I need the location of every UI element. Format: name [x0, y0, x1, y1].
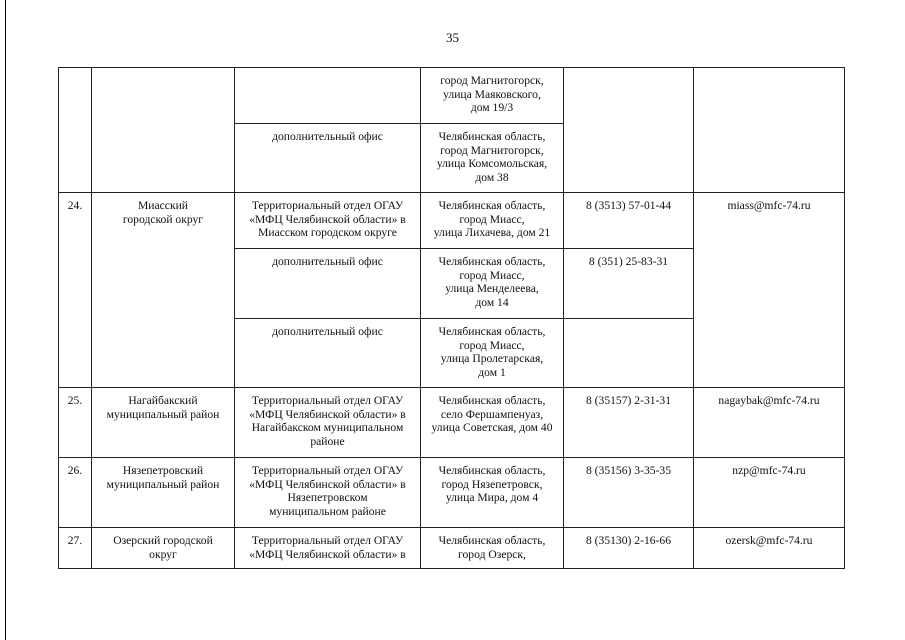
address-line: Челябинская область,: [438, 394, 546, 407]
address-cell: [421, 249, 564, 319]
address-line: улица Советская, дом 40: [431, 421, 553, 434]
office-name-cell: [235, 249, 421, 319]
office-name-line: Территориальный отдел ОГАУ: [251, 394, 404, 407]
office-name-line: дополнительный офис: [272, 255, 383, 268]
page-number: 35: [446, 30, 459, 45]
phone-cell: [564, 193, 694, 249]
address-line: улица Маяковского,: [443, 87, 541, 101]
address-line: город Озерск,: [458, 547, 526, 561]
office-name-line: дополнительный офис: [272, 130, 383, 143]
phone-cell: [564, 249, 694, 319]
phone-line: 8 (35157) 2-31-31: [585, 394, 671, 407]
address-line: Челябинская область,: [438, 464, 546, 477]
office-name-line: Нязепетровском: [287, 491, 368, 504]
address-cell: [421, 528, 564, 569]
district-line: округ: [149, 547, 177, 561]
office-name-line: районе: [310, 434, 345, 448]
district-line: муниципальный район: [106, 477, 220, 491]
phone-cell: [564, 458, 694, 528]
address-line: город Магнитогорск,: [440, 143, 544, 157]
office-name-cell: [235, 388, 421, 458]
table-row: [59, 68, 845, 124]
office-name-line: муниципальном районе: [269, 504, 386, 518]
office-name-cell: [235, 319, 421, 388]
address-line: улица Пролетарская,: [440, 352, 544, 365]
address-line: город Магнитогорск,: [440, 74, 544, 87]
office-name-line: Территориальный отдел ОГАУ: [251, 534, 404, 547]
district-cell: [92, 458, 235, 528]
address-line: Челябинская область,: [438, 199, 546, 212]
district-line: Нагайбакский: [128, 394, 198, 407]
page-left-edge-line: [5, 0, 6, 640]
address-line: дом 38: [475, 170, 509, 184]
district-cell: [92, 388, 235, 458]
address-cell: [421, 68, 564, 124]
district-cell: [92, 528, 235, 569]
address-cell: [421, 124, 564, 193]
row-number-cell: 25.: [59, 388, 92, 458]
district-line: Озерский городской: [113, 534, 213, 547]
district-line: городской округ: [122, 212, 204, 226]
office-name-line: Территориальный отдел ОГАУ: [251, 199, 404, 212]
office-name-cell: [235, 528, 421, 569]
address-line: улица Мира, дом 4: [445, 491, 539, 504]
table-row: [59, 388, 845, 458]
address-line: улица Менделеева,: [445, 282, 539, 295]
office-name-cell: [235, 68, 421, 124]
phone-line: 8 (35156) 3-35-35: [585, 464, 671, 477]
district-line: Нязепетровский: [122, 464, 204, 477]
office-name-line: «МФЦ Челябинской области» в: [249, 212, 406, 226]
address-line: город Нязепетровск,: [441, 477, 543, 491]
row-number-cell: [59, 68, 92, 193]
address-cell: [421, 193, 564, 249]
district-line: муниципальный район: [106, 407, 220, 421]
address-line: улица Комсомольская,: [436, 157, 548, 170]
district-line: Миасский: [138, 199, 188, 212]
row-number-cell: 26.: [59, 458, 92, 528]
address-line: Челябинская область,: [438, 130, 546, 143]
phone-line: 8 (351) 25-83-31: [588, 255, 669, 268]
table-row: [59, 458, 845, 528]
address-line: дом 14: [475, 295, 509, 309]
email-cell: [694, 68, 845, 193]
phone-cell: [564, 319, 694, 388]
row-number-cell: 24.: [59, 193, 92, 388]
email-cell: nagaybak@mfc-74.ru: [694, 388, 845, 458]
phone-cell: [564, 528, 694, 569]
address-line: город Миасс,: [459, 268, 525, 282]
office-name-line: «МФЦ Челябинской области» в: [249, 477, 406, 491]
office-name-line: «МФЦ Челябинской области» в: [249, 547, 406, 561]
address-line: село Фершампенуаз,: [440, 407, 544, 421]
phone-line: 8 (35130) 2-16-66: [585, 534, 671, 547]
address-cell: [421, 458, 564, 528]
address-line: город Миасс,: [459, 338, 525, 352]
address-line: дом 1: [478, 365, 506, 379]
email-cell: miass@mfc-74.ru: [694, 193, 845, 388]
phone-cell: [564, 388, 694, 458]
phone-line: 8 (3513) 57-01-44: [585, 199, 671, 212]
address-line: Челябинская область,: [438, 325, 546, 338]
address-line: улица Лихачева, дом 21: [433, 226, 551, 239]
office-name-line: Миасском городском округе: [258, 226, 397, 239]
row-number-cell: 27.: [59, 528, 92, 569]
address-line: Челябинская область,: [438, 534, 546, 547]
office-name-line: дополнительный офис: [272, 325, 383, 338]
office-name-cell: [235, 193, 421, 249]
office-name-line: «МФЦ Челябинской области» в: [249, 407, 406, 421]
email-cell: ozersk@mfc-74.ru: [694, 528, 845, 569]
district-cell: [92, 193, 235, 388]
district-cell: [92, 68, 235, 193]
office-name-cell: [235, 458, 421, 528]
address-line: город Миасс,: [459, 212, 525, 226]
address-line: дом 19/3: [470, 101, 514, 114]
address-cell: [421, 388, 564, 458]
table-row: [59, 528, 845, 569]
email-cell: nzp@mfc-74.ru: [694, 458, 845, 528]
office-name-line: Нагайбакском муниципальном: [251, 421, 404, 434]
address-line: Челябинская область,: [438, 255, 546, 268]
office-name-cell: [235, 124, 421, 193]
mfc-offices-table: [58, 67, 845, 569]
phone-cell: [564, 68, 694, 193]
table-row: [59, 193, 845, 249]
address-cell: [421, 319, 564, 388]
office-name-line: Территориальный отдел ОГАУ: [251, 464, 404, 477]
